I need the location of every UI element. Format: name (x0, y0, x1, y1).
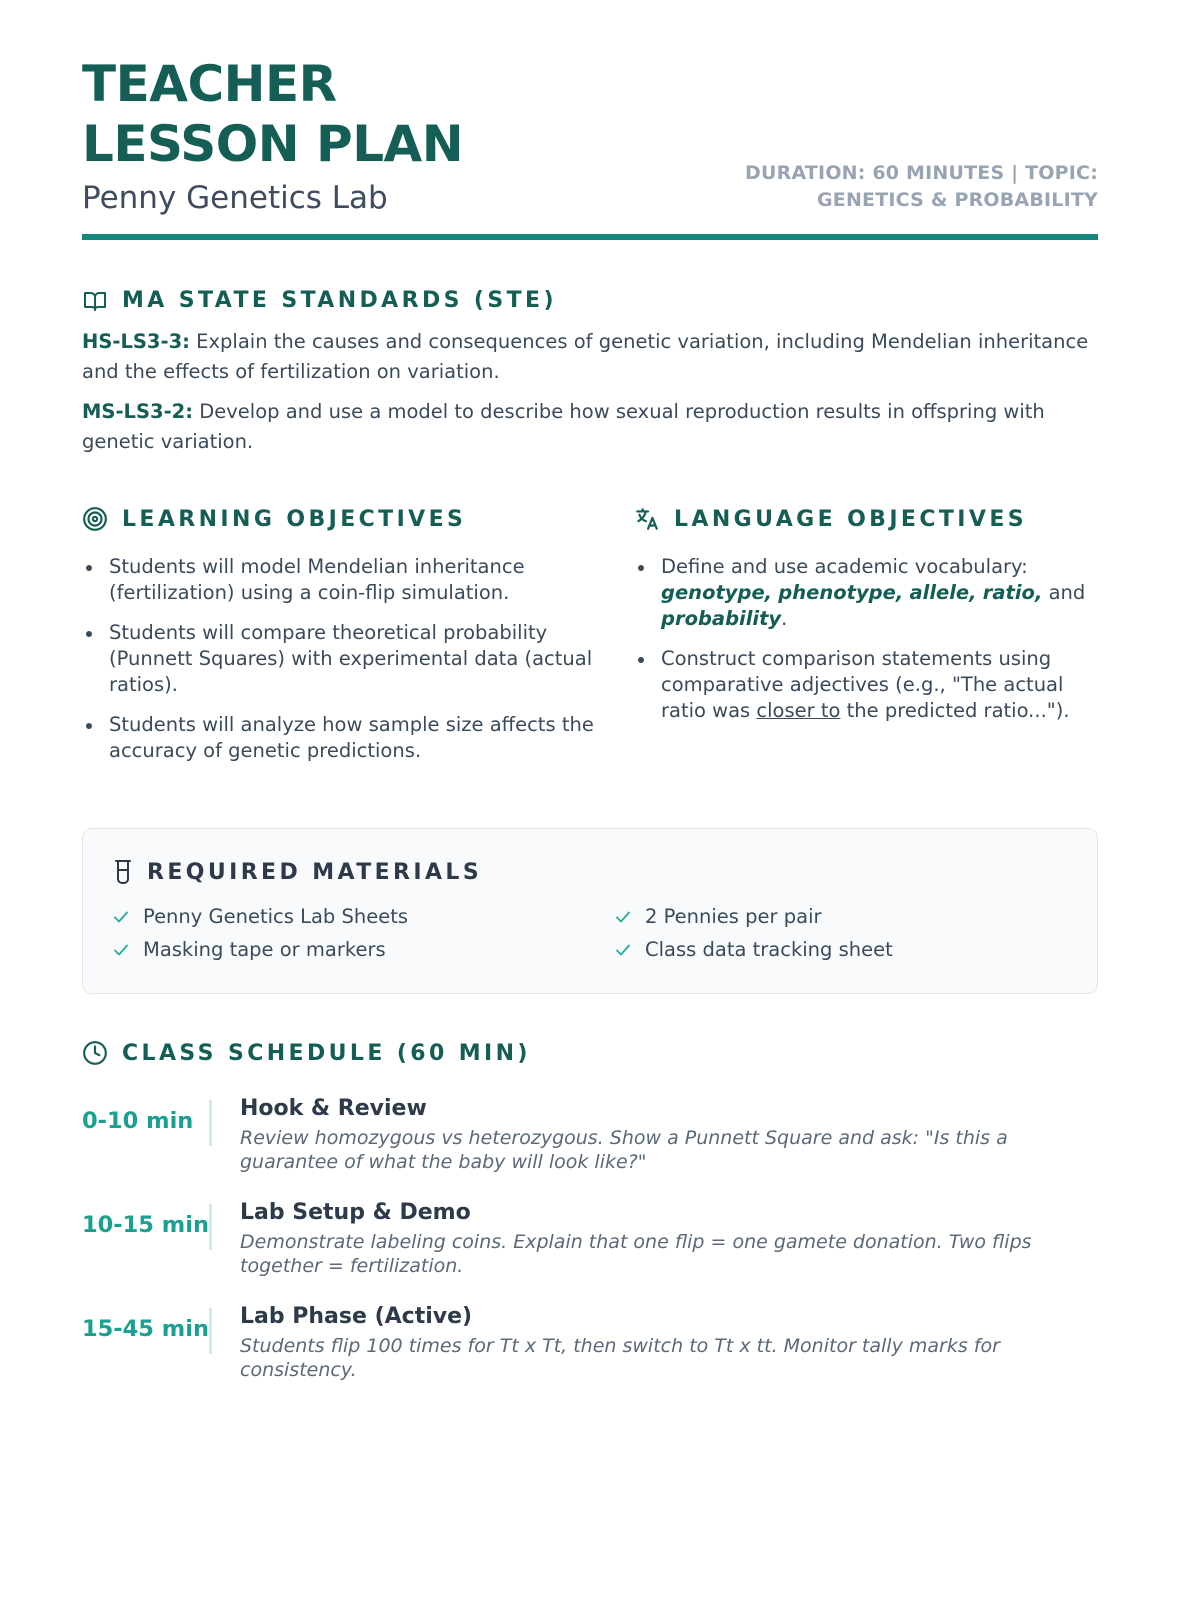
schedule-heading (82, 1040, 1098, 1066)
vocab-term: probability (661, 607, 782, 630)
schedule-title: CLASS SCHEDULE (60 MIN) (122, 1040, 531, 1066)
materials-list (113, 905, 1067, 961)
beaker-icon (113, 859, 133, 885)
schedule-activity-desc: Students flip 100 times for Tt x Tt, then switch to Tt x tt. Monitor tally marks for consistency. (240, 1335, 1000, 1381)
standards-heading (82, 288, 1098, 313)
schedule-activity-desc: Demonstrate labeling coins. Explain that one flip = one gamete donation. Two flips together = fertilization. (240, 1231, 1032, 1277)
schedule-time: 15-45 min (82, 1316, 209, 1342)
vocab-term: ratio, (982, 581, 1043, 604)
list-item (113, 905, 615, 928)
learning-objectives (82, 506, 634, 778)
check-icon (113, 909, 129, 925)
material-label: Penny Genetics Lab Sheets (143, 905, 409, 928)
lesson-subtitle: Penny Genetics Lab (82, 180, 388, 216)
standard-item (82, 397, 1098, 457)
book-open-icon (82, 289, 108, 313)
schedule-time: 10-15 min (82, 1212, 209, 1238)
language-objectives-title: LANGUAGE OBJECTIVES (674, 506, 1027, 532)
schedule-body (212, 1094, 1098, 1174)
vocab-end: . (781, 607, 788, 630)
vocab-prefix: Define and use academic vocabulary: (661, 555, 1028, 578)
schedule-list (82, 1094, 1098, 1382)
check-icon (615, 942, 631, 958)
list-item (634, 646, 1098, 724)
list-item: Students will compare theoretical probability (Punnett Squares) with experimental data (actual ratios). (82, 620, 634, 698)
standard-code: MS-LS3-2: (82, 400, 194, 423)
schedule-body (212, 1302, 1098, 1382)
schedule-activity-title: Lab Setup & Demo (240, 1200, 471, 1225)
materials-heading (113, 859, 1067, 885)
material-label: Class data tracking sheet (645, 938, 893, 961)
page-title: TEACHER LESSON PLAN (82, 55, 464, 173)
language-objectives (634, 506, 1098, 778)
lesson-meta: DURATION: 60 MINUTES | TOPIC: GENETICS & PROBABILITY (745, 162, 1098, 211)
materials-title: REQUIRED MATERIALS (147, 859, 483, 885)
vocab-term: allele, (909, 581, 977, 604)
language-objectives-heading (634, 506, 1098, 532)
schedule-row (82, 1198, 1098, 1278)
schedule-activity-title: Lab Phase (Active) (240, 1304, 473, 1329)
schedule-time: 0-10 min (82, 1108, 194, 1134)
list-item (113, 938, 615, 961)
standard-text: Develop and use a model to describe how sexual reproduction results in offspring with genetic variation. (82, 400, 1045, 453)
document-header (82, 0, 1098, 240)
standard-code: HS-LS3-3: (82, 330, 190, 353)
learning-objectives-list (82, 554, 634, 764)
standards-title: MA STATE STANDARDS (STE) (122, 288, 557, 313)
language-objectives-list (634, 554, 1098, 724)
vocab-and: and (1048, 581, 1086, 604)
standards-section (82, 288, 1098, 457)
schedule-activity-title: Hook & Review (240, 1096, 427, 1121)
list-item (615, 905, 1095, 928)
schedule-row (82, 1302, 1098, 1382)
learning-objectives-heading (82, 506, 634, 532)
comparison-suffix: the predicted ratio..."). (840, 699, 1070, 722)
comparison-example: closer to (756, 699, 841, 722)
schedule-section (82, 1040, 1098, 1406)
check-icon (615, 909, 631, 925)
learning-objectives-title: LEARNING OBJECTIVES (122, 506, 467, 532)
clock-icon (82, 1040, 108, 1066)
schedule-body (212, 1198, 1098, 1278)
check-icon (113, 942, 129, 958)
comparison-prefix: Construct comparison statements using comparative adjectives (e.g., "The actual ratio was (661, 647, 1064, 722)
standard-text: Explain the causes and consequences of genetic variation, including Mendelian inheritance and the effects of fertilization on variation. (82, 330, 1089, 383)
list-item (634, 554, 1098, 632)
schedule-activity-desc: Review homozygous vs heterozygous. Show a Punnett Square and ask: "Is this a guarantee of what the baby will look like?" (240, 1127, 1008, 1173)
vocab-term: genotype, (661, 581, 773, 604)
objectives-section (82, 506, 1098, 778)
list-item: Students will analyze how sample size affects the accuracy of genetic predictions. (82, 712, 634, 764)
standard-item (82, 327, 1098, 387)
list-item (615, 938, 1095, 961)
translate-icon (634, 506, 660, 532)
material-label: Masking tape or markers (143, 938, 386, 961)
schedule-row (82, 1094, 1098, 1174)
materials-box (82, 828, 1098, 994)
vocab-term: phenotype, (778, 581, 904, 604)
list-item: Students will model Mendelian inheritance (fertilization) using a coin-flip simulation. (82, 554, 634, 606)
material-label: 2 Pennies per pair (645, 905, 822, 928)
target-icon (82, 506, 108, 532)
